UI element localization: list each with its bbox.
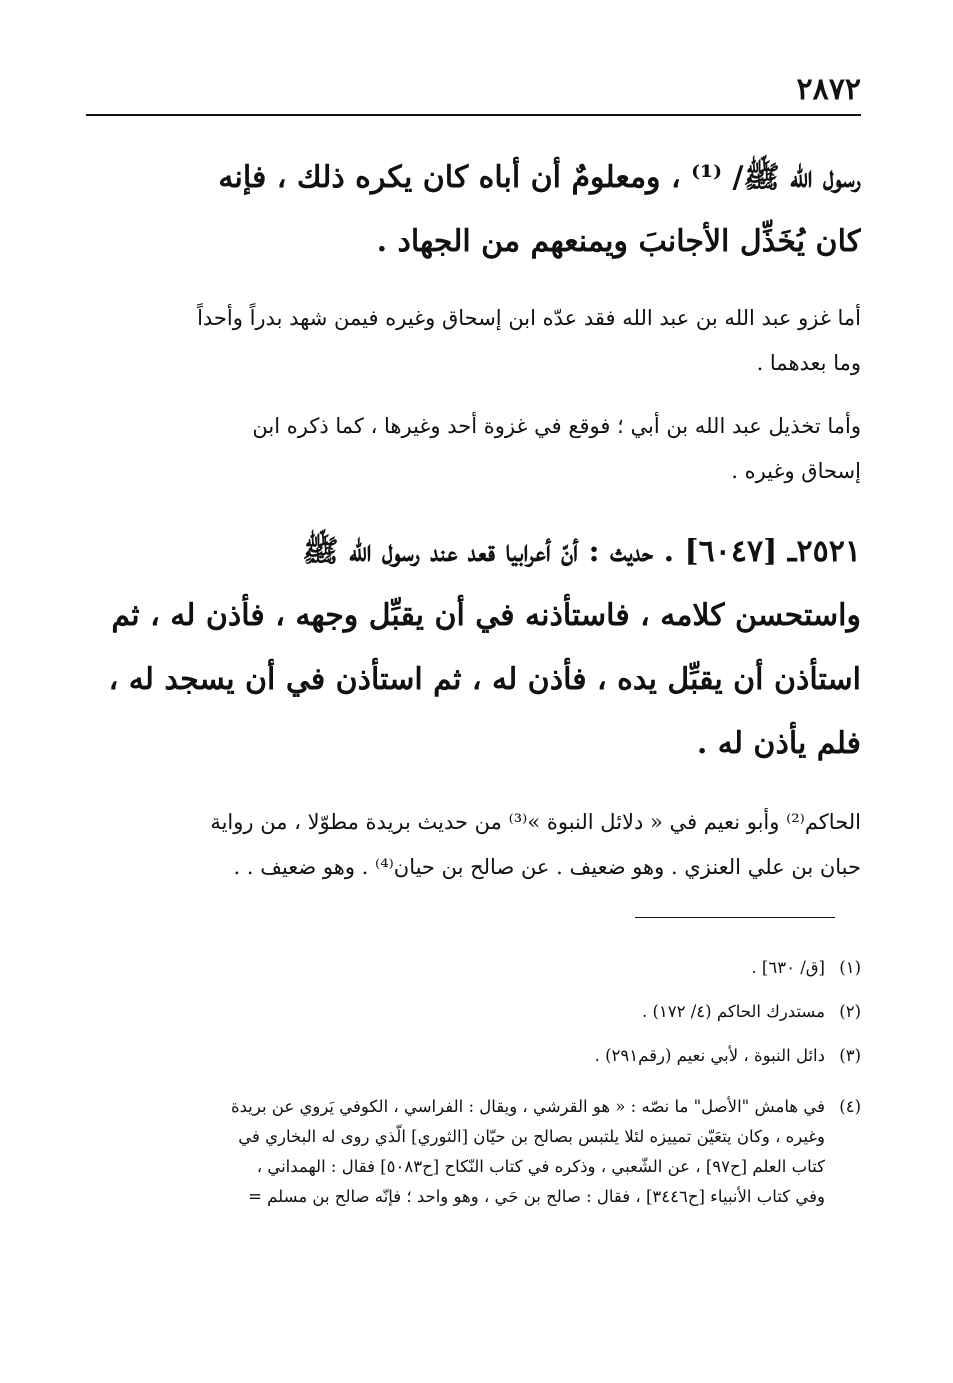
text-line: رسول الله ﷺ/ ⁽¹⁾ ، ومعلومٌ أن أباه كان يكره ذلك ، فإنه	[218, 160, 861, 195]
text-line: وما بعدهما .	[756, 351, 861, 375]
footnote-text: في هامش "الأصل" ما نصّه : « هو القرشي ، ويقال : الفراسي ، الكوفي يَروي عن بريدة	[230, 1097, 825, 1116]
footnote-number: (٣)	[839, 1046, 861, 1065]
page-number: ٢٨٧٢	[796, 72, 861, 107]
main-text-paragraph	[86, 146, 861, 274]
footnote-text: وفي كتاب الأنبياء [ح٣٤٤٦] ، فقال : صالح بن حَي ، وهو واحد ؛ فإنّه صالح بن مسلم =	[248, 1187, 825, 1206]
header-rule	[86, 114, 861, 116]
footnote-number: (١)	[839, 958, 861, 977]
text-line: حبان بن علي العنزي . وهو ضعيف . عن صالح بن حيان⁽⁴⁾ . وهو ضعيف . .	[233, 855, 861, 879]
footnote-text: مستدرك الحاكم (٤/ ١٧٢) .	[641, 1002, 825, 1021]
text-line: وأما تخذيل عبد الله بن أبي ؛ فوقع في غزوة أحد وغيرها ، كما ذكره ابن	[252, 414, 861, 438]
text-line: كان يُخَذِّل الأجانبَ ويمنعهم من الجهاد .	[376, 224, 861, 259]
text-line: أما غزو عبد الله بن عبد الله فقد عدّه ابن إسحاق وغيره فيمن شهد بدراً وأحداً	[197, 306, 861, 330]
footnote	[86, 997, 861, 1027]
text-line: واستحسن كلامه ، فاستأذنه في أن يقبِّل وجهه ، فأذن له ، ثم	[111, 598, 861, 633]
footnote-number: (٤)	[839, 1097, 861, 1116]
commentary-paragraph	[86, 800, 861, 890]
text-line: إسحاق وغيره .	[731, 459, 861, 483]
footnote-text: وغيره ، وكان يتعَيّن تمييزه لئلا يلتبس بصالح بن حيّان [الثوري] الّذي روى له البخاري في	[238, 1127, 825, 1146]
footnote	[86, 1092, 861, 1212]
footnote	[86, 1041, 861, 1071]
text-line: استأذن أن يقبِّل يده ، فأذن له ، ثم استأذن في أن يسجد له ،	[108, 662, 861, 697]
footnote-text: دائل النبوة ، لأبي نعيم (رقم٢٩١) .	[594, 1046, 825, 1065]
text-line: فلم يأذن له .	[696, 726, 861, 761]
footnote	[86, 953, 861, 983]
footnote-separator	[635, 917, 835, 918]
text-line: الحاكم⁽²⁾ وأبو نعيم في « دلائل النبوة »⁽³⁾ من حديث بريدة مطوّلا ، من رواية	[210, 810, 861, 834]
text-line: ٢٥٢١ـ [٦٠٤٧] . حديث : أنّ أعرابيا قعد عند رسول الله ﷺ	[302, 534, 861, 569]
footnote-number: (٢)	[839, 1002, 861, 1021]
footnote-text: كتاب العلم [ح٩٧] ، عن الشّعبي ، وذكره في كتاب النّكاح [ح٥٠٨٣] فقال : الهمداني ،	[256, 1157, 825, 1176]
commentary-paragraph	[86, 404, 861, 494]
footnote-text: [ق/ ٦٣٠] .	[751, 958, 825, 977]
hadith-paragraph	[86, 520, 861, 776]
commentary-paragraph	[86, 296, 861, 386]
